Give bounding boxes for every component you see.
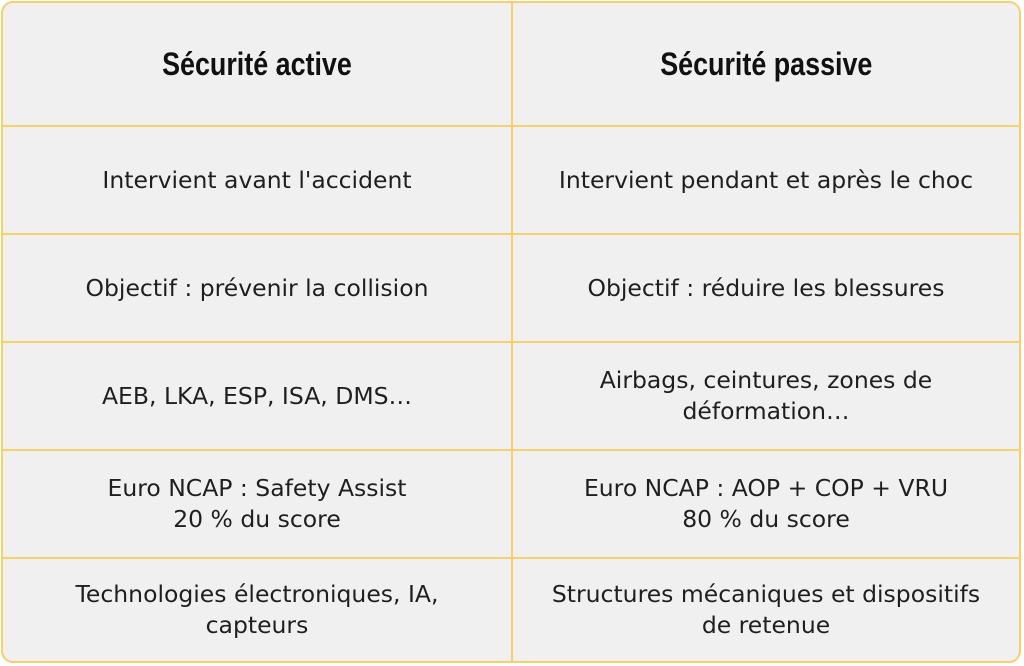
header-cell-passive bbox=[513, 3, 1019, 127]
table-cell-active-timing: Intervient avant l'accident bbox=[3, 127, 513, 235]
table-cell-passive-timing: Intervient pendant et après le choc bbox=[513, 127, 1019, 235]
header-active-safety: Sécurité active bbox=[162, 45, 352, 82]
table-cell-active-examples: AEB, LKA, ESP, ISA, DMS… bbox=[3, 343, 513, 451]
table-cell-passive-technology: Structures mécaniques et dispositifs de retenue bbox=[551, 580, 981, 639]
table-cell-active-ncap: Euro NCAP : Safety Assist 20 % du score bbox=[3, 451, 513, 559]
table-cell-passive-objective: Objectif : réduire les blessures bbox=[513, 235, 1019, 343]
comparison-table bbox=[1, 1, 1021, 663]
table-cell-active-technology: Technologies électroniques, IA, capteurs bbox=[3, 559, 513, 661]
table-cell-passive-examples: Airbags, ceintures, zones de déformation… bbox=[513, 343, 1019, 451]
table-cell-active-objective: Objectif : prévenir la collision bbox=[3, 235, 513, 343]
table-cell-passive-ncap: Euro NCAP : AOP + COP + VRU 80 % du score bbox=[513, 451, 1019, 559]
header-passive-safety: Sécurité passive bbox=[659, 45, 873, 82]
header-cell-active bbox=[3, 3, 513, 127]
